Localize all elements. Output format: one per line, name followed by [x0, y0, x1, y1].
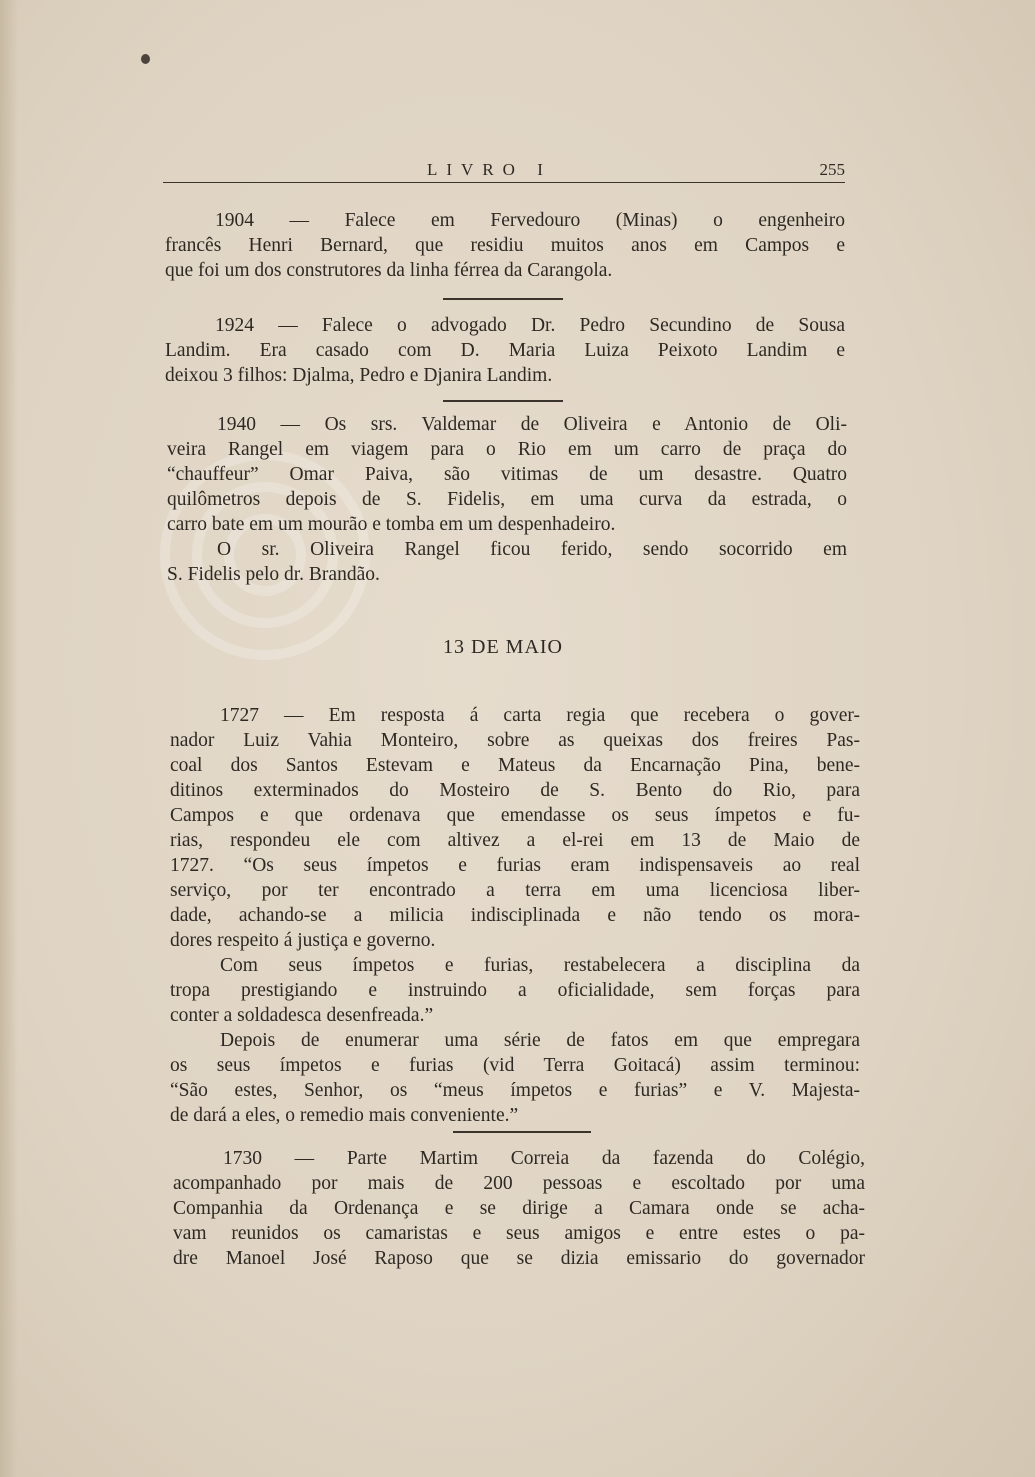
separator-rule [443, 400, 563, 402]
text-line: quilômetros depois de S. Fidelis, em uma curva da estrada, o [167, 489, 847, 510]
entry-1730 [173, 1146, 865, 1271]
text-line: de dará a eles, o remedio mais conveniente.” [170, 1105, 519, 1126]
text-line: dre Manoel José Raposo que se dizia emissario do governador [173, 1248, 865, 1269]
text-line: Com seus ímpetos e furias, restabelecera a disciplina da [220, 955, 860, 976]
text-line: dade, achando-se a milicia indisciplinada e não tendo os mora- [170, 905, 860, 926]
text-line: veira Rangel em viagem para o Rio em um carro de praça do [167, 439, 847, 460]
page-number: 255 [819, 160, 845, 179]
text-line: 1730 — Parte Martim Correia da fazenda do Colégio, [223, 1148, 865, 1169]
text-line: vam reunidos os camaristas e seus amigos e entre estes o pa- [173, 1223, 865, 1244]
text-line: rias, respondeu ele com altivez a el-rei em 13 de Maio de [170, 830, 860, 851]
text-line: 1924 — Falece o advogado Dr. Pedro Secundino de Sousa [215, 315, 845, 336]
text-line: “chauffeur” Omar Paiva, são vitimas de um desastre. Quatro [167, 464, 847, 485]
running-header [163, 160, 845, 183]
text-line: coal dos Santos Estevam e Mateus da Encarnação Pina, bene- [170, 755, 860, 776]
text-line: 1727 — Em resposta á carta regia que recebera o gover- [220, 705, 860, 726]
text-line: conter a soldadesca desenfreada.” [170, 1005, 434, 1026]
text-line: que foi um dos construtores da linha férrea da Carangola. [165, 260, 613, 281]
text-line: 1940 — Os srs. Valdemar de Oliveira e Antonio de Oli- [217, 414, 847, 435]
text-line: francês Henri Bernard, que residiu muitos anos em Campos e [165, 235, 845, 256]
text-line: “São estes, Senhor, os “meus ímpetos e furias” e V. Majesta- [170, 1080, 860, 1101]
entry-1904 [165, 208, 845, 283]
text-line: Companhia da Ordenança e se dirige a Camara onde se acha- [173, 1198, 865, 1219]
page-edge-shadow [0, 0, 18, 1477]
separator-rule [453, 1131, 591, 1133]
text-line: Campos e que ordenava que emendasse os seus ímpetos e fu- [170, 805, 860, 826]
entry-1924 [165, 313, 845, 388]
text-line: deixou 3 filhos: Djalma, Pedro e Djanira Landim. [165, 365, 553, 386]
text-line: nador Luiz Vahia Monteiro, sobre as queixas dos freires Pas- [170, 730, 860, 751]
entry-1727 [170, 703, 860, 1128]
text-line: S. Fidelis pelo dr. Brandão. [167, 564, 380, 585]
text-line: serviço, por ter encontrado a terra em uma licenciosa liber- [170, 880, 860, 901]
entry-1940 [167, 412, 847, 587]
text-line: Depois de enumerar uma série de fatos em que empregara [220, 1030, 860, 1051]
text-line: os seus ímpetos e furias (vid Terra Goitacá) assim terminou: [170, 1055, 860, 1076]
text-line: carro bate em um mourão e tomba em um despenhadeiro. [167, 514, 616, 535]
text-line: tropa prestigiando e instruindo a oficialidade, sem forças para [170, 980, 860, 1001]
text-line: acompanhado por mais de 200 pessoas e escoltado por uma [173, 1173, 865, 1194]
text-line: dores respeito á justiça e governo. [170, 930, 436, 951]
text-line: O sr. Oliveira Rangel ficou ferido, sendo socorrido em [217, 539, 847, 560]
section-heading: 13 DE MAIO [443, 636, 563, 658]
ink-dot [141, 54, 150, 64]
text-line: 1904 — Falece em Fervedouro (Minas) o engenheiro [215, 210, 845, 231]
text-line: Landim. Era casado com D. Maria Luiza Peixoto Landim e [165, 340, 845, 361]
text-line: ditinos exterminados do Mosteiro de S. Bento do Rio, para [170, 780, 860, 801]
separator-rule [443, 298, 563, 300]
running-title: LIVRO I [427, 160, 552, 179]
text-line: 1727. “Os seus ímpetos e furias eram indispensaveis ao real [170, 855, 860, 876]
